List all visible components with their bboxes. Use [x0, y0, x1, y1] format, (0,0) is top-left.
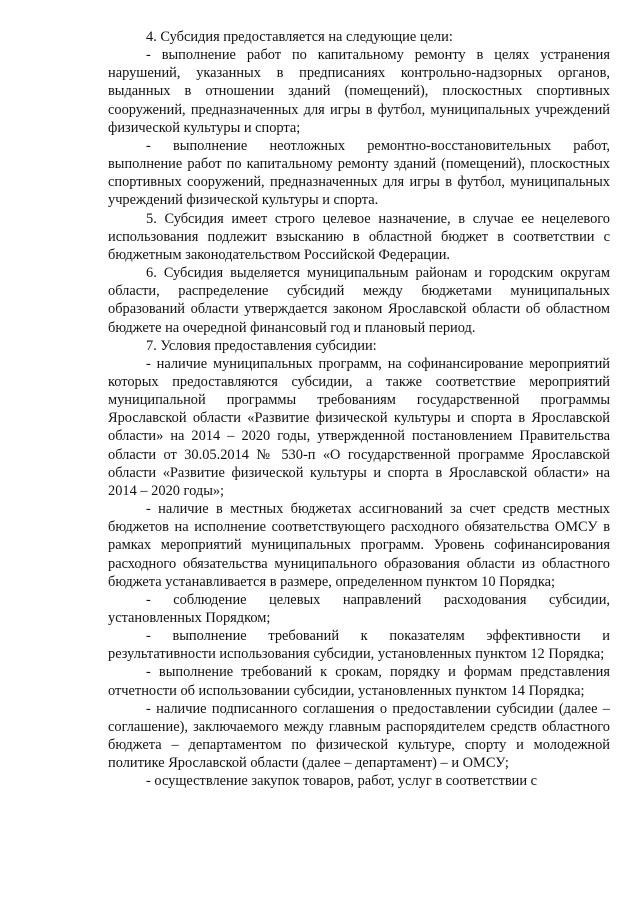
paragraph-7-conditions-heading: 7. Условия предоставления субсидии: [146, 337, 377, 354]
paragraph-condition-programs: - наличие муниципальных программ, на софинансирование мероприятий которых предоставляются субсидии, а также соответствие мероприятий муниципальной программы требованиям государственной программы Ярославской области «Развитие физической культуры и спорта в Ярославской области» на 2014 – 2020 годы, утвержденной постановлением Правительства области от 30.05.2014 № 530-п «О государственной программе Ярославской области «Развитие физической культуры и спорта в Ярославской области» на 2014 – 2020 годы»; [108, 355, 610, 499]
paragraph-condition-target-directions: - соблюдение целевых направлений расходования субсидии, установленных Порядком; [108, 591, 610, 626]
paragraph-5-target-purpose: 5. Субсидия имеет строго целевое назначение, в случае ее нецелевого использования подлежит взысканию в областной бюджет в соответствии с бюджетным законодательством Российской Федерации. [108, 210, 610, 263]
paragraph-6-allocation: 6. Субсидия выделяется муниципальным районам и городским округам области, распределение субсидий между бюджетами муниципальных образований области утверждается законом Ярославской области об областном бюджете на очередной финансовый год и плановый период. [108, 265, 610, 336]
paragraph-condition-indicators: - выполнение требований к показателям эффективности и результативности использования субсидии, установленных пунктом 12 Порядка; [108, 628, 610, 663]
paragraph-goal-urgent-repair: - выполнение неотложных ремонтно-восстановительных работ, выполнение работ по капитальному ремонту зданий (помещений), плоскостных спортивных сооружений, предназначенных для игры в футбол, муниципальных учреждений физической культуры и спорта. [108, 137, 610, 209]
paragraph-condition-reporting: - выполнение требований к срокам, порядку и формам представления отчетности об использовании субсидии, установленных пунктом 14 Порядка; [108, 664, 610, 699]
paragraph-goal-capital-repair: - выполнение работ по капитальному ремонту в целях устранения нарушений, указанных в предписаниях контрольно-надзорных органов, выданных в отношении зданий (помещений), плоскостных спортивных сооружений, предназначенных для игры в футбол, муниципальных учреждений физической культуры и спорта; [108, 47, 610, 136]
paragraph-condition-agreement: - наличие подписанного соглашения о предоставлении субсидии (далее – соглашение), заключаемого между главным распорядителем средств областного бюджета – департаментом по физической культуре, спорту и молодежной политике Ярославской области (далее – департамент) – и ОМСУ; [108, 700, 610, 772]
paragraph-condition-procurement: - осуществление закупок товаров, работ, услуг в соответствии с [146, 773, 538, 790]
document-page [108, 28, 610, 791]
paragraph-4-goals-heading: 4. Субсидия предоставляется на следующие цели: [146, 29, 453, 45]
paragraph-condition-local-budget: - наличие в местных бюджетах ассигнований за счет средств местных бюджетов на исполнение соответствующего расходного обязательства ОМСУ в рамках мероприятий муниципальных программ. Уровень софинансирования расходного обязательства муниципального образования области из областного бюджета устанавливается в размере, определенном пунктом 10 Порядка; [108, 501, 610, 590]
